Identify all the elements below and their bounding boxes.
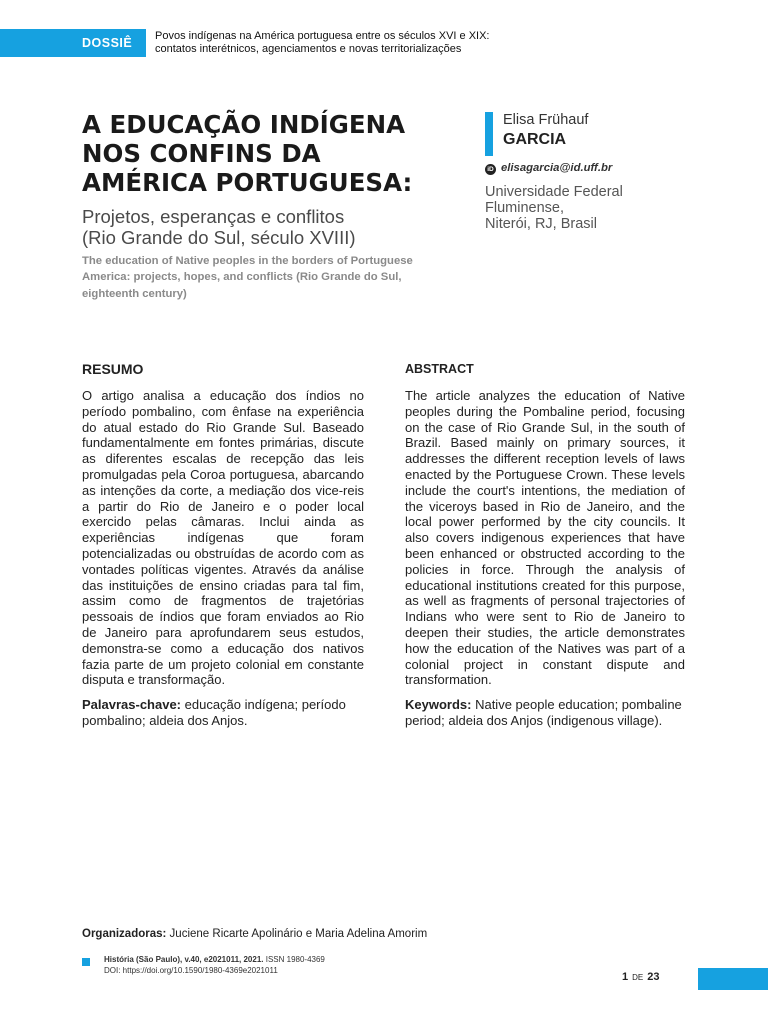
dossier-title-line-2: contatos interétnicos, agenciamentos e novas territorializações <box>155 43 462 55</box>
article-subtitle-line-1: Projetos, esperanças e conflitos <box>82 206 345 227</box>
organizers-label: Organizadoras: <box>82 928 167 940</box>
dossier-title-line-1: Povos indígenas na América portuguesa entre os séculos XVI e XIX: <box>155 30 490 42</box>
article-title-line-3: AMÉRICA PORTUGUESA: <box>82 168 413 197</box>
footer-accent-band <box>698 968 768 990</box>
abstract-keywords <box>405 697 685 729</box>
citation-issn: ISSN 1980-4369 <box>263 955 325 964</box>
abstract-keywords-label: Keywords: <box>405 697 472 712</box>
english-title-line-2: America: projects, hopes, and conflicts (Rio Grande do Sul, <box>82 271 402 284</box>
author-affiliation <box>485 185 725 232</box>
article-title-line-1: A EDUCAÇÃO INDÍGENA <box>82 110 406 139</box>
abstract-heading: ABSTRACT <box>405 362 474 376</box>
resumo-body: O artigo analisa a educação dos índios no período pombalino, com ênfase na experiência do atual estado do Rio Grande Sul. Baseado fundamentalmente em fontes primárias, discute as diferentes escalas de recepção das leis promulgadas pela Coroa portuguesa, abarcando as intenções da corte, a mediação dos vice-reis a partir do Rio de Janeiro e o poder local exercido pelas câmaras. Inclui ainda as experiências indígenas que foram potencializadas ou obstruídas de acordo com as vontades políticas vigentes. Através da análise das instituições de ensino criadas para tal fim, assim como de fragmentos de trajetórias pessoais de índios que foram enviados ao Rio de Janeiro para aprofundarem seus estudos, demonstra-se como a educação dos nativos fazia parte de um projeto colonial em constante disputa e transformação. <box>82 388 364 688</box>
affiliation-line-2: Fluminense, <box>485 199 564 216</box>
english-title-line-1: The education of Native peoples in the borders of Portuguese <box>82 255 413 267</box>
resumo-keywords-text: educação indígena; período pombalino; aldeia dos Anjos. <box>82 697 346 728</box>
author-email-link[interactable]: elisagarcia@id.uff.br <box>501 162 613 174</box>
abstract-keywords-text: Native people education; pombaline period; aldeia dos Anjos (indigenous village). <box>405 697 682 728</box>
author-last-name: GARCIA <box>503 131 567 148</box>
author-first-name: Elisa Frühauf <box>503 112 589 128</box>
resumo-keywords <box>82 697 364 729</box>
citation-journal: História (São Paulo), v.40, e2021011, 2021. <box>104 955 264 964</box>
affiliation-line-1: Universidade Federal <box>485 184 623 200</box>
doi-link[interactable]: DOI: https://doi.org/10.1590/1980-4369e2021011 <box>104 966 278 975</box>
resumo-heading: RESUMO <box>82 361 144 377</box>
citation <box>104 954 325 976</box>
english-title <box>82 253 452 302</box>
page-total: 23 <box>647 971 660 983</box>
article-subtitle-line-2: (Rio Grande do Sul, século XVIII) <box>82 227 356 248</box>
organizers <box>82 928 427 940</box>
orcid-icon[interactable]: iD <box>485 164 496 175</box>
page-number <box>622 971 660 983</box>
page-current: 1 <box>622 971 629 983</box>
affiliation-line-3: Niterói, RJ, Brasil <box>485 215 597 232</box>
section-label: DOSSIÊ <box>82 36 133 50</box>
author-accent-bar <box>485 112 493 156</box>
resumo-keywords-label: Palavras-chave: <box>82 697 182 712</box>
footer-accent-square <box>82 958 90 966</box>
dossier-title <box>155 30 575 56</box>
page-separator: DE <box>632 973 644 982</box>
organizers-names: Juciene Ricarte Apolinário e Maria Adelina Amorim <box>166 928 428 940</box>
article-subtitle <box>82 206 452 248</box>
article-title <box>82 110 462 197</box>
citation-line <box>104 954 325 965</box>
english-title-line-3: eighteenth century) <box>82 287 187 300</box>
article-title-line-2: NOS CONFINS DA <box>82 139 321 168</box>
abstract-body: The article analyzes the education of Native peoples during the Pombaline period, focusing on the case of Rio Grande Sul, in the south of Brazil. Based mainly on primary sources, it addresses the different reception levels of laws enacted by the Portuguese Crown. These levels include the court's intentions, the mediation of the viceroys based in Rio de Janeiro, and the local power performed by the city councils. It also covers indigenous experiences that have been enhanced or obstructed according to the policies in force. Through the analysis of educational institutions created for this purpose, as well as fragments of personal trajectories of Indians who were sent to Rio de Janeiro to deepen their studies, the article demonstrates how the education of the Natives was part of a colonial project in constant dispute and transformation. <box>405 388 685 688</box>
